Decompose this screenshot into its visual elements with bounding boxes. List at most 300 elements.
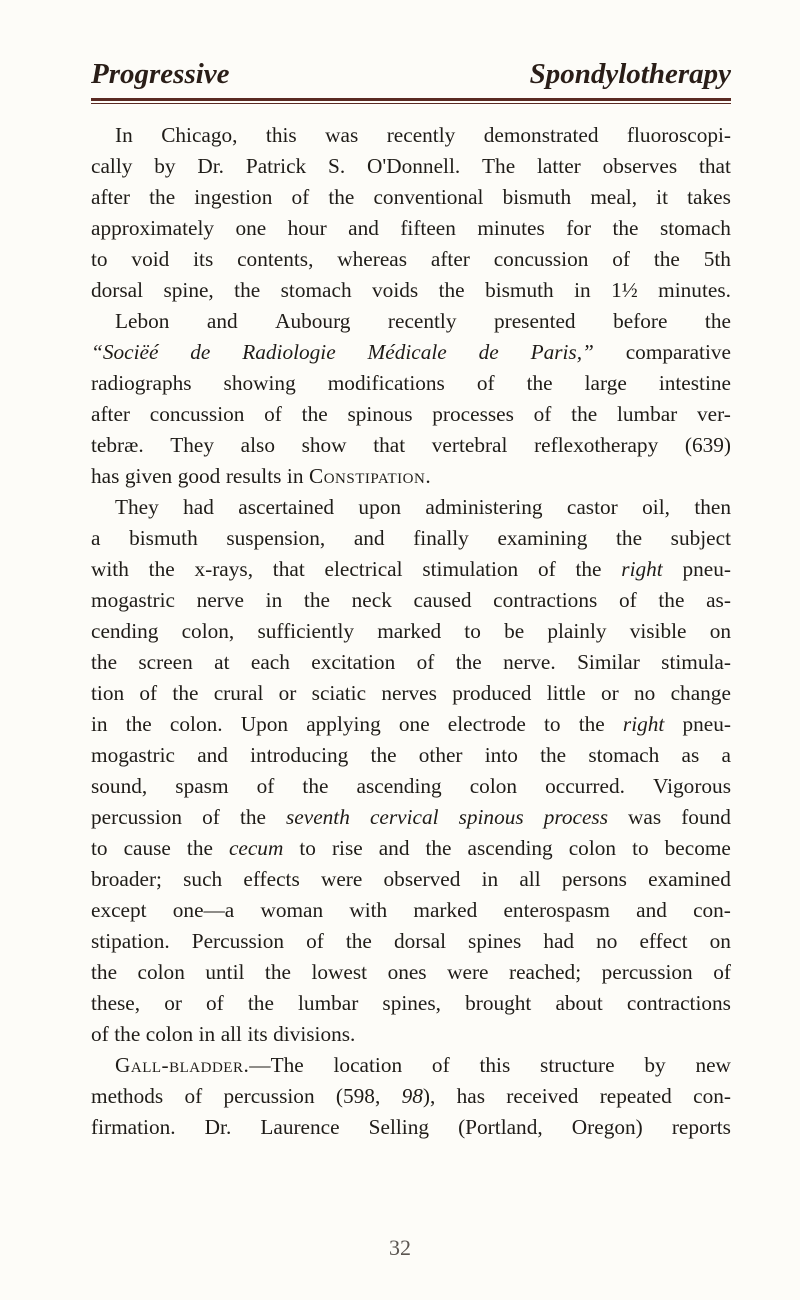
- word: to: [544, 712, 561, 736]
- word: firmation.: [91, 1115, 176, 1139]
- word: then: [694, 495, 731, 519]
- word: that: [698, 154, 731, 178]
- text-line: [91, 306, 731, 337]
- word: received: [506, 1084, 579, 1108]
- word: Radiologie: [242, 340, 336, 364]
- word: Gall-bladder.—The: [115, 1053, 304, 1077]
- word: observes: [602, 154, 678, 178]
- word: pneu-: [682, 712, 731, 736]
- word: Lebon: [115, 309, 170, 333]
- word: the: [370, 743, 397, 767]
- word: caused: [413, 588, 472, 612]
- word: spasm: [175, 774, 229, 798]
- word: Dr.: [204, 1115, 232, 1139]
- word: introducing: [250, 743, 349, 767]
- word: or: [278, 681, 297, 705]
- text-line: [91, 213, 731, 244]
- word: on: [709, 929, 731, 953]
- word: stomach: [659, 216, 731, 240]
- word: ascending: [467, 836, 553, 860]
- word: of: [618, 588, 637, 612]
- word: the: [653, 247, 680, 271]
- word: good: [177, 464, 221, 488]
- word: spinous: [347, 402, 413, 426]
- word: divisions.: [273, 1022, 356, 1046]
- word: of: [533, 402, 552, 426]
- word: 1½: [611, 278, 638, 302]
- text-line: [91, 988, 731, 1019]
- word: 5th: [703, 247, 731, 271]
- word: marked: [377, 619, 442, 643]
- word: marked: [413, 898, 478, 922]
- word: Médicale: [367, 340, 447, 364]
- word: of: [202, 805, 220, 829]
- text-line: [91, 120, 731, 151]
- word: nerves: [381, 681, 437, 705]
- word: colon,: [181, 619, 235, 643]
- word: spine,: [163, 278, 214, 302]
- text-line: [91, 430, 731, 461]
- word: stimula-: [661, 650, 731, 674]
- word: electrical: [324, 557, 403, 581]
- word: percussion: [223, 1084, 315, 1108]
- word: showing: [223, 371, 296, 395]
- word: effect: [639, 929, 688, 953]
- word: in: [198, 1022, 216, 1046]
- word: Chicago,: [161, 123, 238, 147]
- word: structure: [540, 1053, 615, 1077]
- word: lumbar: [616, 402, 678, 426]
- word: before: [613, 309, 668, 333]
- word: with: [91, 557, 129, 581]
- word: each: [250, 650, 290, 674]
- word: suspension,: [226, 526, 326, 550]
- word: the: [526, 371, 553, 395]
- word: right: [621, 557, 663, 581]
- word: vertebral: [431, 433, 508, 457]
- word: plainly: [547, 619, 607, 643]
- word: was: [325, 123, 359, 147]
- word: demonstrated: [483, 123, 599, 147]
- word: had: [183, 495, 214, 519]
- word: neck: [351, 588, 392, 612]
- word: whereas: [337, 247, 408, 271]
- text-line: [91, 771, 731, 802]
- text-line: [91, 1112, 731, 1143]
- text-line: [91, 647, 731, 678]
- word: of: [264, 402, 282, 426]
- word: of: [91, 1022, 109, 1046]
- word: applying: [306, 712, 381, 736]
- word: and: [206, 309, 238, 333]
- word: nerve: [196, 588, 244, 612]
- word: the: [239, 805, 266, 829]
- word: excitation: [311, 650, 396, 674]
- word: these,: [91, 991, 141, 1015]
- word: brought: [465, 991, 532, 1015]
- word: the: [247, 991, 274, 1015]
- word: or: [164, 991, 182, 1015]
- word: found: [681, 805, 731, 829]
- word: mogastric: [91, 743, 175, 767]
- word: at: [214, 650, 230, 674]
- word: to: [91, 836, 108, 860]
- word: tebræ.: [91, 433, 144, 457]
- word: for: [566, 216, 592, 240]
- word: cally: [91, 154, 133, 178]
- page-number: 32: [389, 1235, 411, 1260]
- word: mogastric: [91, 588, 175, 612]
- text-line: [91, 461, 731, 492]
- word: has: [91, 464, 120, 488]
- word: new: [695, 1053, 731, 1077]
- word: screen: [138, 650, 193, 674]
- word: fifteen: [400, 216, 456, 240]
- word: Upon: [240, 712, 289, 736]
- word: right: [622, 712, 665, 736]
- word: and: [348, 216, 379, 240]
- word: the: [149, 185, 176, 209]
- word: no: [634, 681, 656, 705]
- word: one—a: [172, 898, 235, 922]
- word: colon: [137, 960, 185, 984]
- word: sciatic: [311, 681, 367, 705]
- word: cending: [91, 619, 159, 643]
- word: or: [601, 681, 619, 705]
- word: a: [91, 526, 101, 550]
- word: results: [225, 464, 282, 488]
- word: fluoroscopi-: [626, 123, 731, 147]
- word: Aubourg: [275, 309, 351, 333]
- word: of: [713, 960, 731, 984]
- word: intestine: [658, 371, 731, 395]
- word: of: [206, 991, 224, 1015]
- word: presented: [493, 309, 576, 333]
- word: examining: [497, 526, 588, 550]
- word: de: [190, 340, 211, 364]
- word: takes: [687, 185, 731, 209]
- word: of: [431, 1053, 450, 1077]
- word: meal,: [590, 185, 638, 209]
- text-line: [91, 616, 731, 647]
- word: dorsal: [393, 929, 446, 953]
- word: recently: [386, 123, 456, 147]
- page-header: [91, 58, 731, 104]
- word: all: [519, 867, 541, 891]
- word: minutes: [477, 216, 545, 240]
- word: colon.: [169, 712, 223, 736]
- word: void: [131, 247, 170, 271]
- word: Oregon): [571, 1115, 643, 1139]
- word: that: [373, 433, 406, 457]
- text-line: [91, 1081, 731, 1112]
- word: sound,: [91, 774, 148, 798]
- word: one: [235, 216, 267, 240]
- text-line: [91, 740, 731, 771]
- word: the: [540, 743, 567, 767]
- text-line: [91, 554, 731, 585]
- word: woman: [260, 898, 324, 922]
- word: repeated: [599, 1084, 672, 1108]
- word: of: [256, 774, 275, 798]
- word: contractions: [493, 588, 598, 612]
- word: percussion: [91, 805, 183, 829]
- word: to: [299, 836, 316, 860]
- word: the: [91, 650, 118, 674]
- word: crural: [213, 681, 264, 705]
- word: enterospasm: [503, 898, 610, 922]
- word: Laurence: [260, 1115, 340, 1139]
- text-line: [91, 1019, 731, 1050]
- word: be: [504, 619, 525, 643]
- word: of: [476, 371, 495, 395]
- word: was: [628, 805, 662, 829]
- word: latter: [537, 154, 581, 178]
- word: finally: [413, 526, 469, 550]
- word: to: [464, 619, 481, 643]
- word: no: [596, 929, 618, 953]
- word: and: [378, 836, 410, 860]
- word: in: [91, 712, 108, 736]
- word: ascending: [356, 774, 442, 798]
- word: and: [197, 743, 228, 767]
- word: concussion: [149, 402, 245, 426]
- word: spines: [468, 929, 522, 953]
- word: processes: [432, 402, 514, 426]
- word: with: [349, 898, 388, 922]
- word: contents,: [237, 247, 314, 271]
- word: has: [456, 1084, 485, 1108]
- word: in: [286, 464, 304, 488]
- text-line: [91, 337, 731, 368]
- text-line: [91, 182, 731, 213]
- word: this: [265, 123, 297, 147]
- word: the: [264, 960, 291, 984]
- word: O'Donnell.: [367, 154, 461, 178]
- word: on: [709, 619, 731, 643]
- word: the: [125, 712, 152, 736]
- word: seventh: [286, 805, 350, 829]
- word: cervical: [369, 805, 439, 829]
- word: stimulation: [422, 557, 519, 581]
- word: Paris,”: [530, 340, 594, 364]
- word: the: [345, 929, 372, 953]
- word: the: [425, 836, 452, 860]
- word: of: [139, 681, 158, 705]
- word: subject: [670, 526, 731, 550]
- word: voids: [372, 278, 419, 302]
- word: stomach: [588, 743, 660, 767]
- word: Constipation.: [309, 464, 432, 488]
- word: de: [478, 340, 499, 364]
- word: the: [438, 278, 465, 302]
- word: the: [114, 1022, 141, 1046]
- word: (598,: [335, 1084, 381, 1108]
- word: large: [584, 371, 627, 395]
- word: lowest: [311, 960, 368, 984]
- word: concussion: [493, 247, 589, 271]
- word: They: [170, 433, 215, 457]
- text-line: [91, 709, 731, 740]
- word: were: [447, 960, 489, 984]
- word: Dr.: [197, 154, 224, 178]
- text-line: [91, 895, 731, 926]
- text-line: [91, 926, 731, 957]
- word: visible: [629, 619, 687, 643]
- word: of: [291, 185, 310, 209]
- text-line: [91, 1050, 731, 1081]
- text-line: [91, 678, 731, 709]
- word: the: [575, 557, 602, 581]
- word: one: [398, 712, 430, 736]
- word: spines,: [382, 991, 441, 1015]
- word: a: [721, 743, 731, 767]
- word: all: [220, 1022, 242, 1046]
- word: occurred.: [545, 774, 625, 798]
- word: x-rays,: [194, 557, 254, 581]
- running-head: [91, 58, 731, 91]
- word: change: [670, 681, 731, 705]
- word: colon: [145, 1022, 194, 1046]
- word: given: [124, 464, 173, 488]
- word: the: [302, 774, 329, 798]
- word: until: [205, 960, 245, 984]
- text-line: [91, 492, 731, 523]
- word: oil,: [642, 495, 670, 519]
- word: They: [115, 495, 159, 519]
- text-line: [91, 368, 731, 399]
- word: lumbar: [298, 991, 359, 1015]
- word: radiographs: [91, 371, 192, 395]
- word: become: [664, 836, 731, 860]
- word: bismuth: [485, 278, 554, 302]
- word: nerve.: [503, 650, 556, 674]
- word: and: [636, 898, 667, 922]
- word: it: [656, 185, 668, 209]
- word: the: [148, 557, 175, 581]
- word: reflexotherapy: [534, 433, 659, 457]
- word: administering: [425, 495, 543, 519]
- word: and: [353, 526, 385, 550]
- word: spinous: [458, 805, 524, 829]
- word: to: [632, 836, 649, 860]
- word: colon: [568, 836, 617, 860]
- text-line: [91, 244, 731, 275]
- word: in: [574, 278, 591, 302]
- word: its: [193, 247, 214, 271]
- word: con-: [693, 1084, 731, 1108]
- word: electrode: [447, 712, 526, 736]
- word: this: [479, 1053, 511, 1077]
- word: the: [328, 185, 355, 209]
- word: Patrick: [245, 154, 307, 178]
- word: conventional: [373, 185, 484, 209]
- word: ones: [387, 960, 427, 984]
- word: except: [91, 898, 147, 922]
- word: Vigorous: [653, 774, 731, 798]
- text-line: [91, 275, 731, 306]
- word: cause: [123, 836, 171, 860]
- word: hour: [287, 216, 327, 240]
- word: 98),: [401, 1084, 436, 1108]
- text-line: [91, 957, 731, 988]
- word: show: [301, 433, 347, 457]
- word: had: [543, 929, 575, 953]
- word: the: [172, 681, 199, 705]
- word: in: [481, 867, 499, 891]
- word: approximately: [91, 216, 215, 240]
- text-line: [91, 151, 731, 182]
- running-title-left: Progressive: [91, 58, 230, 90]
- word: stomach: [280, 278, 352, 302]
- word: persons: [561, 867, 627, 891]
- word: Selling: [368, 1115, 430, 1139]
- word: The: [482, 154, 516, 178]
- word: tion: [91, 681, 125, 705]
- word: of: [416, 650, 435, 674]
- word: the: [455, 650, 482, 674]
- word: the: [612, 216, 639, 240]
- word: rise: [331, 836, 363, 860]
- word: were: [320, 867, 363, 891]
- word: by: [154, 154, 176, 178]
- word: the: [301, 402, 328, 426]
- word: process: [543, 805, 608, 829]
- text-line: [91, 833, 731, 864]
- word: ver-: [697, 402, 731, 426]
- word: colon: [469, 774, 518, 798]
- text-line: [91, 585, 731, 616]
- word: as-: [706, 588, 731, 612]
- word: its: [247, 1022, 268, 1046]
- word: after: [91, 402, 131, 426]
- word: ingestion: [194, 185, 273, 209]
- word: (Portland,: [458, 1115, 543, 1139]
- word: con-: [693, 898, 731, 922]
- word: percussion: [601, 960, 693, 984]
- word: of: [612, 247, 630, 271]
- word: the: [658, 588, 685, 612]
- word: the: [571, 402, 598, 426]
- word: produced: [452, 681, 532, 705]
- word: dorsal: [91, 278, 144, 302]
- word: that: [272, 557, 305, 581]
- header-rule-thick: [91, 98, 731, 101]
- text-line: [91, 802, 731, 833]
- word: reached;: [509, 960, 582, 984]
- word: modifications: [327, 371, 445, 395]
- word: sufficiently: [257, 619, 355, 643]
- word: castor: [566, 495, 618, 519]
- word: after: [430, 247, 470, 271]
- text-line: [91, 399, 731, 430]
- word: ascertained: [238, 495, 335, 519]
- word: as: [681, 743, 700, 767]
- text-line: [91, 864, 731, 895]
- word: In: [115, 123, 133, 147]
- word: the: [616, 526, 643, 550]
- word: to: [91, 247, 108, 271]
- word: recently: [387, 309, 457, 333]
- word: methods: [91, 1084, 164, 1108]
- word: stipation.: [91, 929, 170, 953]
- word: reports: [671, 1115, 731, 1139]
- word: the: [704, 309, 731, 333]
- header-rule-thin: [91, 103, 731, 104]
- word: contractions: [626, 991, 731, 1015]
- word: the: [91, 960, 118, 984]
- word: comparative: [625, 340, 731, 364]
